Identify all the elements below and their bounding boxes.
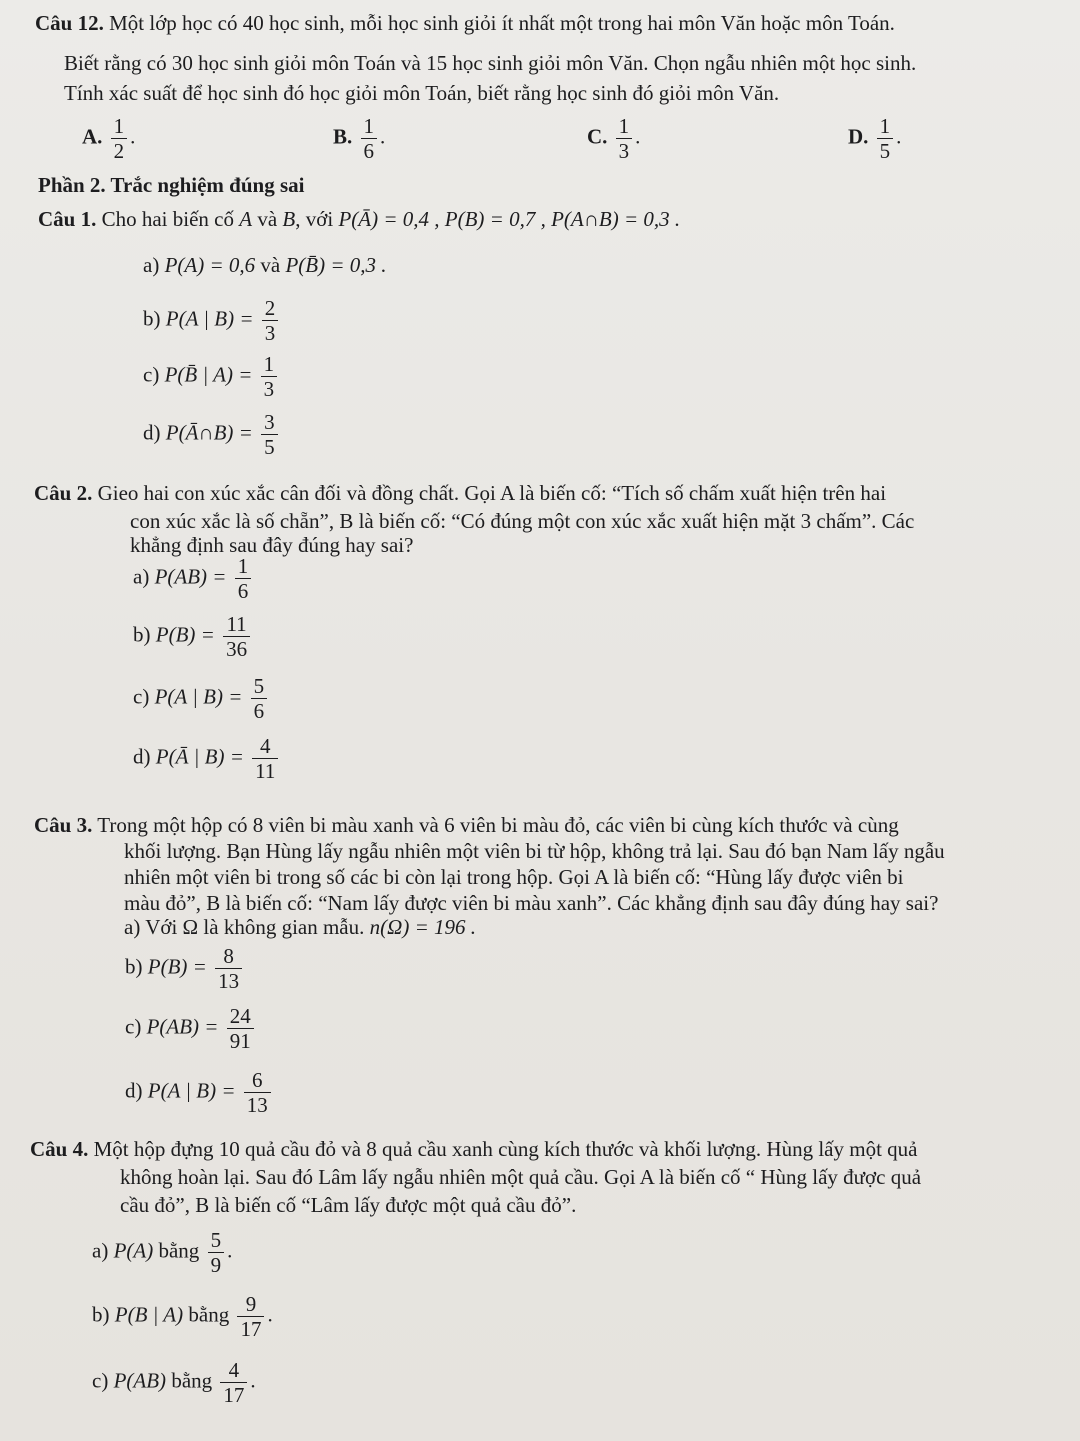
- c2-item-d: [133, 734, 281, 783]
- frac-den: 5: [264, 435, 275, 459]
- c3-item-b: [125, 944, 245, 993]
- c2-item-c: [133, 674, 270, 723]
- item-expr: P(Ā∩B) =: [165, 420, 253, 445]
- c4-item-a: a) P(A) bằng $\frac{5}{9}$ .: [92, 1228, 233, 1277]
- c2-item-b: [133, 612, 253, 661]
- item-key: a): [124, 915, 141, 939]
- frac-num: 3: [261, 410, 278, 435]
- item-expr: P(AB) =: [146, 1014, 219, 1039]
- c3-label: Câu 3.: [34, 813, 93, 837]
- item-expr: P(A | B) =: [154, 684, 243, 709]
- frac-num: 8: [215, 944, 242, 969]
- frac-den: 2: [113, 139, 125, 163]
- item-expr: P(A): [113, 1238, 154, 1263]
- c3-line3: nhiên một viên bi trong số các bi còn lại trong hộp. Gọi A là biến cố: “Hùng lấy được viên bi: [124, 865, 904, 889]
- c2-text: Gieo hai con xúc xắc cân đối và đồng chất. Gọi A là biến cố: “Tích số chấm xuất hiện trên hai: [97, 481, 887, 505]
- frac-num: 1: [235, 554, 252, 579]
- frac-den: 11: [255, 759, 276, 783]
- frac-num: 1: [616, 114, 633, 139]
- item-expr: P(AB): [113, 1368, 167, 1393]
- item-text: Với Ω là không gian mẫu.: [145, 915, 365, 939]
- item-expr: P(A | B) =: [165, 306, 254, 331]
- c3-item-d: [125, 1068, 274, 1117]
- c2-line1: [34, 480, 886, 506]
- frac-den: 36: [226, 637, 248, 661]
- c3-text: Trong một hộp có 8 viên bi màu xanh và 6 viên bi màu đỏ, các viên bi cùng kích thước và cùng: [97, 813, 899, 837]
- frac-num: 11: [223, 612, 250, 637]
- c3-item-c: [125, 1004, 257, 1053]
- frac-num: 5: [251, 674, 268, 699]
- q12-option-b: B. $\frac{1}{6}$ .: [333, 114, 386, 163]
- q12-line3: Tính xác suất để học sinh đó học giỏi môn Toán, biết rằng học sinh đó giỏi môn Văn.: [64, 81, 780, 105]
- item-key: c): [92, 1368, 109, 1393]
- item-key: b): [133, 622, 151, 647]
- frac-den: 3: [618, 139, 630, 163]
- item-expr: P(A) = 0,6: [164, 253, 256, 277]
- frac-den: 9: [210, 1253, 222, 1277]
- frac-num: 5: [208, 1228, 225, 1253]
- c4-label: Câu 4.: [30, 1137, 89, 1161]
- item-text: bằng: [188, 1302, 230, 1327]
- frac-den: 3: [263, 377, 275, 401]
- item-key: a): [133, 564, 150, 589]
- frac-den: 5: [879, 139, 891, 163]
- frac-num: 1: [877, 114, 894, 139]
- item-expr: n(Ω) = 196 .: [369, 915, 476, 939]
- option-letter: A.: [82, 124, 103, 149]
- item-key: d): [125, 1078, 143, 1103]
- c1-item-d: [143, 410, 281, 459]
- item-expr: P(Ā | B) =: [155, 744, 244, 769]
- frac-den: 6: [253, 699, 265, 723]
- c4-line2: không hoàn lại. Sau đó Lâm lấy ngẫu nhiên một quả cầu. Gọi A là biến cố “ Hùng lấy được quả: [120, 1165, 922, 1189]
- c2-line2: con xúc xắc là số chẵn”, B là biến cố: “Có đúng một con xúc xắc xuất hiện mặt 3 chấm”. Các: [130, 509, 915, 533]
- frac-den: 6: [237, 579, 249, 603]
- option-letter: D.: [848, 124, 869, 149]
- item-key: c): [133, 684, 150, 709]
- c1-item-b: [143, 296, 281, 345]
- frac-den: 13: [246, 1093, 268, 1117]
- frac-num: 6: [244, 1068, 271, 1093]
- frac-num: 1: [111, 114, 128, 139]
- c2-line3: khẳng định sau đây đúng hay sai?: [130, 533, 414, 557]
- item-expr: P(B̄) = 0,3 .: [285, 253, 387, 277]
- q12-text1: Một lớp học có 40 học sinh, mỗi học sinh giỏi ít nhất một trong hai môn Văn hoặc môn Toán.: [109, 11, 895, 35]
- item-text: bằng: [158, 1238, 200, 1263]
- frac-den: 91: [229, 1029, 251, 1053]
- c4-line3: cầu đỏ”, B là biến cố “Lâm lấy được một quả cầu đỏ”.: [120, 1193, 577, 1217]
- item-key: a): [143, 253, 160, 277]
- item-expr: P(B) =: [155, 622, 215, 647]
- c1-text: Cho hai biến cố: [101, 207, 234, 231]
- item-key: b): [125, 954, 143, 979]
- frac-num: 1: [361, 114, 378, 139]
- item-key: d): [143, 420, 161, 445]
- c1-given: P(Ā) = 0,4 , P(B) = 0,7 , P(A∩B) = 0,3 .: [338, 207, 681, 231]
- c1-stem: Câu 1. Cho hai biến cố A và B, với P(Ā) = 0,4 , P(B) = 0,7 , P(A∩B) = 0,3 .: [38, 207, 681, 231]
- c1-item-a: [143, 252, 387, 278]
- frac-den: 17: [223, 1383, 245, 1407]
- q12-option-a: A. $\frac{1}{2}$ .: [82, 114, 136, 163]
- c2-label: Câu 2.: [34, 481, 93, 505]
- c1-text: , với: [295, 207, 334, 231]
- item-key: c): [125, 1014, 142, 1039]
- frac-num: 4: [252, 734, 278, 759]
- c2-item-a: [133, 554, 254, 603]
- frac-den: 3: [264, 321, 276, 345]
- item-expr: P(B) =: [147, 954, 207, 979]
- item-text: và: [260, 253, 281, 277]
- q12-line1: [35, 10, 895, 36]
- option-letter: B.: [333, 124, 353, 149]
- item-expr: P(B | A): [114, 1302, 184, 1327]
- frac-num: 24: [227, 1004, 254, 1029]
- frac-num: 1: [261, 352, 278, 377]
- q12-line2: Biết rằng có 30 học sinh giỏi môn Toán và 15 học sinh giỏi môn Văn. Chọn ngẫu nhiên một học sinh.: [64, 51, 917, 75]
- item-expr: P(A | B) =: [147, 1078, 236, 1103]
- c3-line1: [34, 812, 899, 838]
- item-text: bằng: [171, 1368, 213, 1393]
- c3-line2: khối lượng. Bạn Hùng lấy ngẫu nhiên một viên bi từ hộp, không trả lại. Sau đó bạn Nam lấy ngẫu: [124, 839, 945, 863]
- part2-title: Phần 2. Trắc nghiệm đúng sai: [38, 173, 305, 197]
- item-key: d): [133, 744, 151, 769]
- c4-item-c: c) P(AB) bằng $\frac{4}{17}$ .: [92, 1358, 256, 1407]
- c1-text: và: [257, 207, 278, 231]
- c4-item-b: b) P(B | A) bằng $\frac{9}{17}$ .: [92, 1292, 273, 1341]
- frac-num: 2: [262, 296, 279, 321]
- c3-item-a: [124, 914, 476, 940]
- c1-label: Câu 1.: [38, 207, 97, 231]
- item-key: b): [92, 1302, 110, 1327]
- item-key: a): [92, 1238, 109, 1263]
- option-letter: C.: [587, 124, 608, 149]
- item-key: b): [143, 306, 161, 331]
- c3-line4: màu đỏ”, B là biến cố: “Nam lấy được viên bi màu xanh”. Các khẳng định sau đây đúng hay sai?: [124, 891, 939, 915]
- q12-label: Câu 12.: [35, 11, 104, 35]
- item-key: c): [143, 362, 160, 387]
- frac-num: 9: [237, 1292, 264, 1317]
- frac-den: 13: [218, 969, 240, 993]
- item-expr: P(AB) =: [154, 564, 227, 589]
- c4-line1: [30, 1136, 917, 1162]
- frac-num: 4: [220, 1358, 247, 1383]
- item-expr: P(B̄ | A) =: [164, 362, 253, 387]
- q12-option-c: C. $\frac{1}{3}$ .: [587, 114, 641, 163]
- frac-den: 6: [363, 139, 375, 163]
- c1-item-c: [143, 352, 280, 401]
- c4-text: Một hộp đựng 10 quả cầu đỏ và 8 quả cầu xanh cùng kích thước và khối lượng. Hùng lấy một quả: [93, 1137, 918, 1161]
- q12-option-d: D. $\frac{1}{5}$ .: [848, 114, 902, 163]
- frac-den: 17: [240, 1317, 262, 1341]
